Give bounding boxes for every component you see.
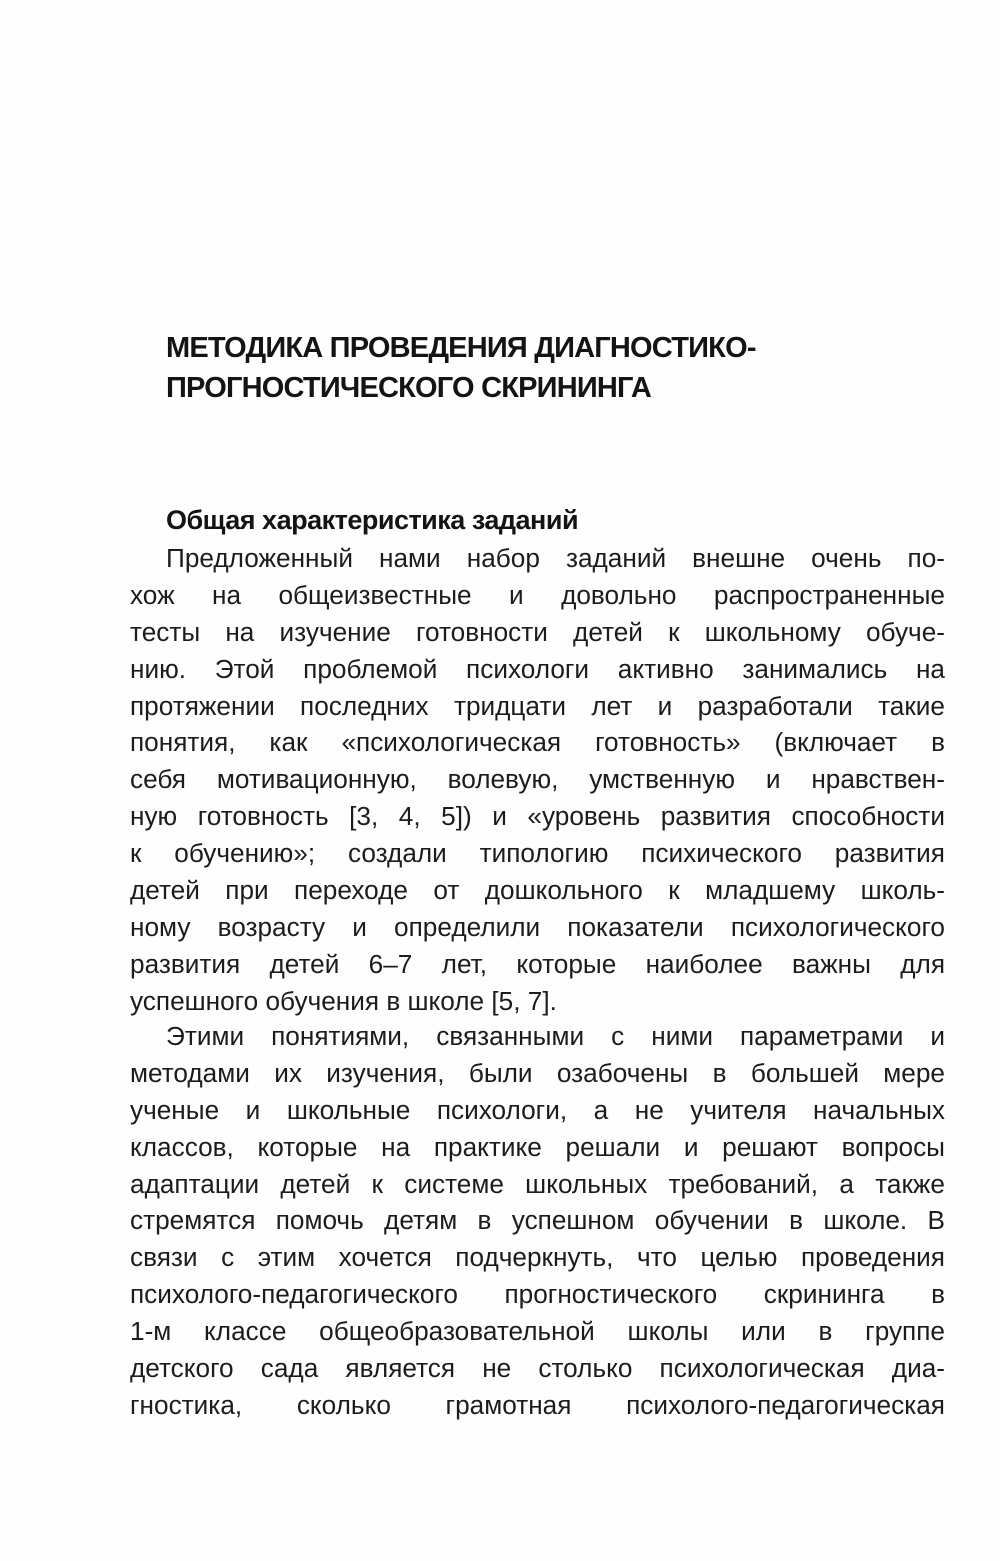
text-line: ученые и школьные психологи, а не учителя начальных: [130, 1094, 945, 1125]
text-line: гностика, сколько грамотная психолого-педагогическая: [130, 1389, 945, 1420]
text-line: ному возрасту и определили показатели психологического: [130, 911, 945, 942]
text-line: хож на общеизвестные и довольно распространенные: [130, 579, 945, 610]
text-line: Этими понятиями, связанными с ними параметрами и: [166, 1021, 945, 1051]
text-line: классов, которые на практике решали и решают вопросы: [130, 1131, 945, 1162]
text-line: ную готовность [3, 4, 5]) и «уровень развития способности: [130, 801, 945, 832]
chapter-title: [166, 328, 966, 408]
text-line: стремятся помочь детям в успешном обучении в школе. В: [130, 1205, 945, 1236]
section-title: Общая характеристика заданий: [166, 505, 579, 535]
chapter-title-line-1: МЕТОДИКА ПРОВЕДЕНИЯ ДИАГНОСТИКО-: [166, 332, 756, 364]
text-line: детского сада является не столько психологическая диа-: [130, 1353, 945, 1384]
text-line: нию. Этой проблемой психологи активно занимались на: [130, 653, 945, 684]
text-line: психолого-педагогического прогностического скрининга в: [130, 1279, 945, 1310]
paragraph-2: [130, 1018, 945, 1424]
paragraph-1: [130, 540, 945, 1020]
text-line: успешного обучения в школе [5, 7].: [130, 985, 557, 1016]
text-line: адаптации детей к системе школьных требований, а также: [130, 1168, 945, 1199]
text-line: себя мотивационную, волевую, умственную и нравствен-: [130, 764, 945, 795]
chapter-title-line-2: ПРОГНОСТИЧЕСКОГО СКРИНИНГА: [166, 372, 651, 404]
text-line: тесты на изучение готовности детей к школьному обуче-: [130, 616, 945, 647]
text-line: к обучению»; создали типологию психического развития: [130, 838, 945, 869]
text-line: детей при переходе от дошкольного к младшему школь-: [130, 875, 945, 906]
text-line: 1-м классе общеобразовательной школы или в группе: [130, 1316, 945, 1347]
text-line: Предложенный нами набор заданий внешне очень по-: [166, 543, 945, 573]
text-line: методами их изучения, были озабочены в большей мере: [130, 1057, 945, 1088]
text-line: протяжении последних тридцати лет и разработали такие: [130, 690, 945, 721]
text-line: развития детей 6–7 лет, которые наиболее важны для: [130, 948, 945, 979]
text-line: связи с этим хочется подчеркнуть, что целью проведения: [130, 1242, 945, 1273]
text-line: понятия, как «психологическая готовность» (включает в: [130, 727, 945, 758]
